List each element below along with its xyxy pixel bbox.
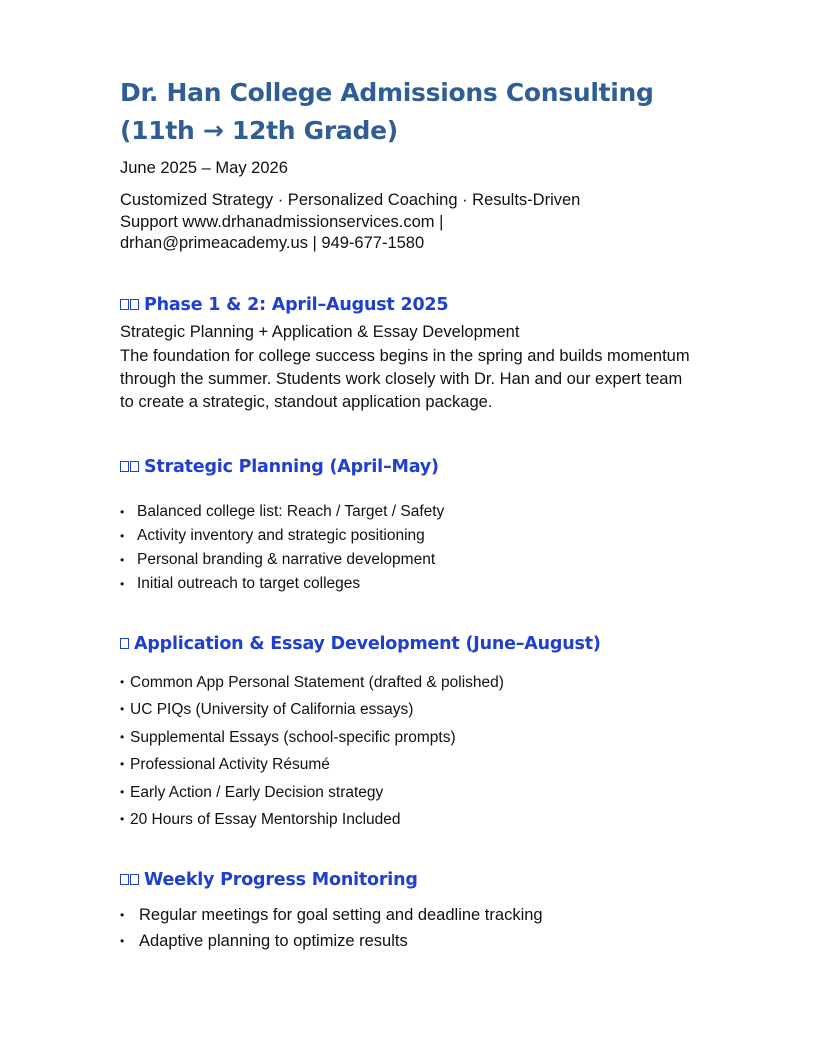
phase-heading [120, 293, 700, 317]
list-item: • Early Action / Early Decision strategy [120, 779, 700, 807]
missing-glyph-icon [120, 874, 140, 885]
strategic-list [120, 500, 700, 596]
strategic-heading-text: Strategic Planning (April–May) [144, 456, 439, 477]
missing-glyph-icon [120, 638, 130, 649]
strategic-section [120, 455, 700, 596]
missing-glyph-icon [120, 461, 140, 472]
phase-section [120, 293, 700, 414]
list-item: • Supplemental Essays (school-specific prompts) [120, 724, 700, 752]
contact-line: drhan@primeacademy.us | 949-677-1580 [120, 234, 425, 252]
list-item: • Common App Personal Statement (drafted & polished) [120, 669, 700, 697]
application-heading-text: Application & Essay Development (June–August) [134, 633, 601, 654]
title-line-1: Dr. Han College Admissions Consulting [120, 78, 654, 107]
phase-paragraph: The foundation for college success begins in the spring and builds momentum through the summer. Students work closely with Dr. Han and our expert team to create a strategic, standout application package. [120, 346, 690, 411]
application-list [120, 669, 700, 834]
support-line: Support www.drhanadmissionservices.com | [120, 212, 444, 231]
date-range: June 2025 – May 2026 [120, 159, 288, 177]
list-item: • 20 Hours of Essay Mentorship Included [120, 806, 700, 834]
document-title [120, 74, 700, 150]
list-item: • Personal branding & narrative development [120, 548, 700, 572]
weekly-heading [120, 868, 700, 892]
list-item: • Initial outreach to target colleges [120, 572, 700, 596]
missing-glyph-icon [120, 299, 140, 310]
strategic-heading [120, 455, 700, 479]
list-item: • Regular meetings for goal setting and deadline tracking [120, 902, 700, 928]
contact-block [120, 190, 700, 255]
application-heading [120, 632, 700, 656]
tagline: Customized Strategy · Personalized Coaching · Results-Driven [120, 191, 581, 209]
list-item: • Balanced college list: Reach / Target / Safety [120, 500, 700, 524]
document-page [120, 74, 700, 954]
list-item: • UC PIQs (University of California essays) [120, 696, 700, 724]
application-section [120, 632, 700, 834]
phase-heading-text: Phase 1 & 2: April–August 2025 [144, 294, 449, 315]
weekly-heading-text: Weekly Progress Monitoring [144, 869, 418, 890]
title-line-2: (11th → 12th Grade) [120, 116, 398, 145]
weekly-section [120, 868, 700, 954]
list-item: • Professional Activity Résumé [120, 751, 700, 779]
list-item: • Activity inventory and strategic positioning [120, 524, 700, 548]
weekly-list [120, 902, 700, 954]
list-item: • Adaptive planning to optimize results [120, 928, 700, 954]
phase-subtitle: Strategic Planning + Application & Essay Development [120, 322, 520, 341]
